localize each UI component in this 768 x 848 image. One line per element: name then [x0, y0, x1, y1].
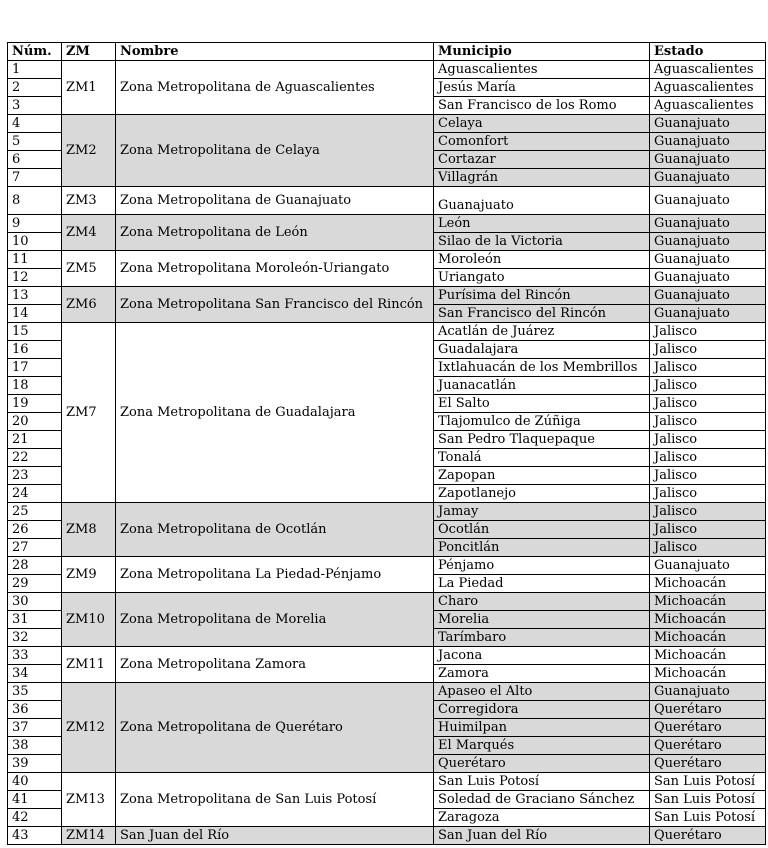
table-row [8, 287, 766, 305]
cell-num: 32 [8, 629, 62, 647]
cell-num: 17 [8, 359, 62, 377]
cell-municipio: Pénjamo [434, 557, 650, 575]
cell-num: 2 [8, 79, 62, 97]
table-row [8, 503, 766, 521]
cell-estado: San Luis Potosí [650, 791, 766, 809]
cell-num: 31 [8, 611, 62, 629]
cell-estado: Guanajuato [650, 233, 766, 251]
cell-municipio: Jamay [434, 503, 650, 521]
cell-municipio: Comonfort [434, 133, 650, 151]
cell-zm: ZM1 [62, 61, 116, 115]
cell-zm: ZM13 [62, 773, 116, 827]
header-zm: ZM [62, 43, 116, 61]
cell-estado: Querétaro [650, 701, 766, 719]
cell-num: 3 [8, 97, 62, 115]
cell-num: 40 [8, 773, 62, 791]
cell-municipio: El Marqués [434, 737, 650, 755]
cell-municipio: Zapotlanejo [434, 485, 650, 503]
cell-municipio: San Francisco del Rincón [434, 305, 650, 323]
cell-estado: Jalisco [650, 485, 766, 503]
cell-municipio: Guanajuato [434, 187, 650, 215]
header-row [8, 43, 766, 61]
cell-estado: Jalisco [650, 323, 766, 341]
cell-municipio: Apaseo el Alto [434, 683, 650, 701]
cell-num: 15 [8, 323, 62, 341]
cell-estado: Guanajuato [650, 305, 766, 323]
cell-num: 1 [8, 61, 62, 79]
cell-municipio: La Piedad [434, 575, 650, 593]
cell-estado: Querétaro [650, 827, 766, 845]
cell-estado: Michoacán [650, 611, 766, 629]
cell-num: 26 [8, 521, 62, 539]
cell-nombre: Zona Metropolitana de Ocotlán [116, 503, 434, 557]
header-num: Núm. [8, 43, 62, 61]
header-nombre: Nombre [116, 43, 434, 61]
cell-municipio: San Pedro Tlaquepaque [434, 431, 650, 449]
cell-estado: Jalisco [650, 539, 766, 557]
cell-municipio: Ixtlahuacán de los Membrillos [434, 359, 650, 377]
cell-estado: Guanajuato [650, 269, 766, 287]
cell-estado: San Luis Potosí [650, 773, 766, 791]
cell-estado: Aguascalientes [650, 61, 766, 79]
cell-num: 28 [8, 557, 62, 575]
cell-estado: Jalisco [650, 395, 766, 413]
cell-municipio: Ocotlán [434, 521, 650, 539]
cell-municipio: Soledad de Graciano Sánchez [434, 791, 650, 809]
cell-num: 16 [8, 341, 62, 359]
cell-nombre: Zona Metropolitana Moroleón-Uriangato [116, 251, 434, 287]
cell-num: 29 [8, 575, 62, 593]
cell-zm: ZM11 [62, 647, 116, 683]
cell-zm: ZM3 [62, 187, 116, 215]
cell-num: 43 [8, 827, 62, 845]
cell-estado: Guanajuato [650, 557, 766, 575]
cell-estado: San Luis Potosí [650, 809, 766, 827]
cell-estado: Guanajuato [650, 215, 766, 233]
cell-num: 38 [8, 737, 62, 755]
cell-estado: Querétaro [650, 755, 766, 773]
cell-num: 35 [8, 683, 62, 701]
table-row [8, 647, 766, 665]
cell-num: 18 [8, 377, 62, 395]
table-row [8, 115, 766, 133]
cell-municipio: Zamora [434, 665, 650, 683]
cell-municipio: Zapopan [434, 467, 650, 485]
cell-num: 27 [8, 539, 62, 557]
cell-municipio: El Salto [434, 395, 650, 413]
cell-num: 14 [8, 305, 62, 323]
cell-num: 22 [8, 449, 62, 467]
header-estado: Estado [650, 43, 766, 61]
cell-municipio: Silao de la Victoria [434, 233, 650, 251]
cell-estado: Jalisco [650, 449, 766, 467]
cell-num: 37 [8, 719, 62, 737]
cell-num: 10 [8, 233, 62, 251]
cell-municipio: Aguascalientes [434, 61, 650, 79]
cell-zm: ZM5 [62, 251, 116, 287]
cell-estado: Aguascalientes [650, 97, 766, 115]
cell-estado: Jalisco [650, 521, 766, 539]
table-row [8, 251, 766, 269]
cell-num: 33 [8, 647, 62, 665]
cell-num: 30 [8, 593, 62, 611]
cell-estado: Querétaro [650, 737, 766, 755]
cell-nombre: Zona Metropolitana de Morelia [116, 593, 434, 647]
cell-num: 4 [8, 115, 62, 133]
cell-estado: Jalisco [650, 503, 766, 521]
cell-estado: Guanajuato [650, 169, 766, 187]
cell-municipio: San Francisco de los Romo [434, 97, 650, 115]
cell-zm: ZM8 [62, 503, 116, 557]
cell-nombre: Zona Metropolitana de Guanajuato [116, 187, 434, 215]
cell-nombre: Zona Metropolitana de Aguascalientes [116, 61, 434, 115]
cell-num: 5 [8, 133, 62, 151]
cell-zm: ZM14 [62, 827, 116, 845]
cell-zm: ZM4 [62, 215, 116, 251]
cell-num: 36 [8, 701, 62, 719]
cell-municipio: Celaya [434, 115, 650, 133]
cell-municipio: San Juan del Río [434, 827, 650, 845]
cell-municipio: Acatlán de Juárez [434, 323, 650, 341]
cell-estado: Michoacán [650, 575, 766, 593]
cell-num: 7 [8, 169, 62, 187]
cell-zm: ZM6 [62, 287, 116, 323]
cell-num: 6 [8, 151, 62, 169]
cell-nombre: Zona Metropolitana La Piedad-Pénjamo [116, 557, 434, 593]
cell-estado: Guanajuato [650, 251, 766, 269]
cell-zm: ZM12 [62, 683, 116, 773]
cell-municipio: Uriangato [434, 269, 650, 287]
cell-estado: Guanajuato [650, 133, 766, 151]
cell-municipio: Jacona [434, 647, 650, 665]
table-row [8, 61, 766, 79]
cell-num: 25 [8, 503, 62, 521]
cell-nombre: Zona Metropolitana de San Luis Potosí [116, 773, 434, 827]
cell-estado: Michoacán [650, 593, 766, 611]
cell-num: 19 [8, 395, 62, 413]
cell-municipio: Poncitlán [434, 539, 650, 557]
table-row [8, 187, 766, 215]
cell-estado: Jalisco [650, 377, 766, 395]
cell-num: 13 [8, 287, 62, 305]
cell-num: 41 [8, 791, 62, 809]
cell-estado: Michoacán [650, 665, 766, 683]
cell-zm: ZM10 [62, 593, 116, 647]
cell-nombre: Zona Metropolitana de Querétaro [116, 683, 434, 773]
cell-zm: ZM9 [62, 557, 116, 593]
table-row [8, 215, 766, 233]
cell-num: 24 [8, 485, 62, 503]
cell-num: 39 [8, 755, 62, 773]
cell-estado: Jalisco [650, 467, 766, 485]
cell-estado: Jalisco [650, 341, 766, 359]
cell-estado: Michoacán [650, 629, 766, 647]
cell-num: 9 [8, 215, 62, 233]
cell-estado: Jalisco [650, 413, 766, 431]
table-row [8, 773, 766, 791]
cell-zm: ZM7 [62, 323, 116, 503]
cell-num: 11 [8, 251, 62, 269]
table-row [8, 593, 766, 611]
cell-municipio: Villagrán [434, 169, 650, 187]
cell-estado: Jalisco [650, 431, 766, 449]
cell-municipio: Tarímbaro [434, 629, 650, 647]
cell-nombre: Zona Metropolitana San Francisco del Rincón [116, 287, 434, 323]
cell-nombre: Zona Metropolitana de Guadalajara [116, 323, 434, 503]
cell-zm: ZM2 [62, 115, 116, 187]
cell-num: 42 [8, 809, 62, 827]
cell-num: 23 [8, 467, 62, 485]
cell-municipio: Purísima del Rincón [434, 287, 650, 305]
cell-estado: Guanajuato [650, 115, 766, 133]
cell-municipio: Guadalajara [434, 341, 650, 359]
header-municipio: Municipio [434, 43, 650, 61]
cell-municipio: Charo [434, 593, 650, 611]
cell-municipio: Tonalá [434, 449, 650, 467]
table-row [8, 683, 766, 701]
cell-num: 21 [8, 431, 62, 449]
cell-municipio: Zaragoza [434, 809, 650, 827]
cell-municipio: León [434, 215, 650, 233]
cell-estado: Aguascalientes [650, 79, 766, 97]
cell-municipio: Cortazar [434, 151, 650, 169]
cell-nombre: Zona Metropolitana de Celaya [116, 115, 434, 187]
cell-num: 8 [8, 187, 62, 215]
cell-municipio: San Luis Potosí [434, 773, 650, 791]
cell-estado: Michoacán [650, 647, 766, 665]
cell-municipio: Jesús María [434, 79, 650, 97]
cell-nombre: Zona Metropolitana de León [116, 215, 434, 251]
cell-num: 20 [8, 413, 62, 431]
cell-num: 12 [8, 269, 62, 287]
cell-num: 34 [8, 665, 62, 683]
cell-municipio: Huimilpan [434, 719, 650, 737]
cell-municipio: Moroleón [434, 251, 650, 269]
cell-municipio: Corregidora [434, 701, 650, 719]
table-body [8, 61, 766, 845]
cell-nombre: San Juan del Río [116, 827, 434, 845]
cell-estado: Guanajuato [650, 287, 766, 305]
cell-estado: Guanajuato [650, 683, 766, 701]
cell-municipio: Querétaro [434, 755, 650, 773]
table-row [8, 323, 766, 341]
cell-municipio: Tlajomulco de Zúñiga [434, 413, 650, 431]
cell-estado: Guanajuato [650, 187, 766, 215]
metropolitan-zones-table [7, 42, 766, 845]
cell-estado: Jalisco [650, 359, 766, 377]
table-row [8, 557, 766, 575]
cell-municipio: Morelia [434, 611, 650, 629]
cell-municipio: Juanacatlán [434, 377, 650, 395]
cell-estado: Querétaro [650, 719, 766, 737]
table-row [8, 827, 766, 845]
cell-estado: Guanajuato [650, 151, 766, 169]
cell-nombre: Zona Metropolitana Zamora [116, 647, 434, 683]
